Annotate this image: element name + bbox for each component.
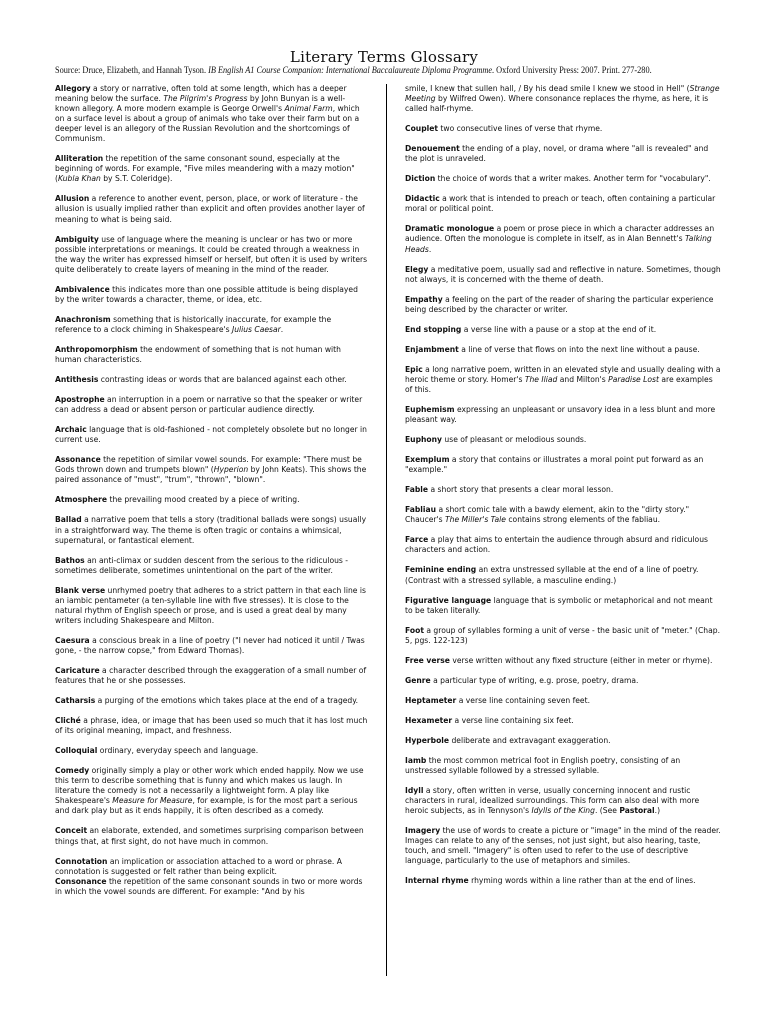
glossary-entry	[405, 535, 721, 555]
glossary-entry	[405, 295, 721, 315]
definition-text: the use of words to create a picture or "image" in the mind of the reader. Images can relate to any of the senses, not just sight, but also hearing, taste, touch, and smell. "Imagery" is often used to refer to the use of descriptive language, particularly to the use of metaphors and similes.	[405, 826, 721, 866]
definition-text: by John Keats). This shows the paired assonance of "must", "trum", "thrown", "blown".	[55, 465, 367, 485]
work-title: Paradise Lost	[608, 374, 659, 384]
definition-text: a purging of the emotions which takes place at the end of a tragedy.	[95, 696, 359, 706]
glossary-entry	[405, 325, 721, 335]
work-title: The Pilgrim's Progress	[163, 94, 248, 104]
cross-reference: Pastoral	[619, 806, 655, 816]
glossary-entry	[55, 877, 368, 897]
glossary-entry	[405, 756, 721, 776]
glossary-entry	[55, 285, 368, 305]
glossary-term: Exemplum	[405, 455, 450, 465]
glossary-entry	[405, 596, 721, 616]
definition-text: a line of verse that flows on into the next line without a pause.	[458, 344, 700, 354]
definition-text: a play that aims to entertain the audience through absurd and ridiculous characters and action.	[405, 535, 708, 555]
glossary-entry	[405, 405, 721, 425]
glossary-term: Enjambment	[405, 344, 459, 354]
glossary-entry	[55, 666, 368, 686]
glossary-term: Figurative language	[405, 595, 492, 605]
work-title: Animal Farm	[284, 104, 333, 114]
definition-text: deliberate and extravagant exaggeration.	[449, 735, 611, 745]
glossary-entry	[405, 485, 721, 495]
glossary-term: Internal rhyme	[405, 876, 469, 886]
definition-text: are examples of this.	[405, 374, 713, 394]
definition-text: a short comic tale with a bawdy element, akin to the "dirty story." Chaucer's	[405, 505, 690, 525]
definition-text: , which on a surface level is about a group of animals who take over their farm but on a deeper level is an allegory of the Russian Revolution and the shortcomings of Communism.	[55, 104, 360, 144]
glossary-entry	[405, 736, 721, 746]
glossary-term: Fabliau	[405, 505, 437, 515]
source-suffix: . Oxford University Press: 2007. Print. 277-280.	[492, 65, 652, 75]
glossary-term: Consonance	[55, 876, 107, 886]
glossary-entry	[405, 174, 721, 184]
glossary-entry	[405, 144, 721, 164]
glossary-entry	[55, 425, 368, 445]
glossary-term: Caesura	[55, 635, 90, 645]
definition-text: .	[280, 324, 284, 334]
glossary-entry	[405, 194, 721, 214]
glossary-term: Elegy	[405, 264, 429, 274]
glossary-entry	[405, 435, 721, 445]
definition-text: a verse line containing six feet.	[452, 715, 574, 725]
glossary-entry	[55, 315, 368, 335]
glossary-entry	[55, 515, 368, 545]
glossary-entry	[55, 84, 368, 144]
definition-text: use of pleasant or melodious sounds.	[442, 435, 587, 445]
glossary-entry	[405, 124, 721, 134]
definition-text: by S.T. Coleridge).	[100, 174, 173, 184]
definition-text: a long narrative poem, written in an elevated style and usually dealing with a heroic theme or story. Homer's	[405, 364, 721, 384]
glossary-term: End stopping	[405, 324, 462, 334]
glossary-entry	[55, 696, 368, 706]
glossary-entry	[405, 876, 721, 886]
glossary-term: Anthropomorphism	[55, 344, 138, 354]
glossary-term: Diction	[405, 174, 436, 184]
glossary-entry	[405, 656, 721, 666]
definition-text: an extra unstressed syllable at the end of a line of poetry. (Contrast with a stressed syllable, a masculine ending.)	[405, 565, 699, 585]
glossary-term: Fable	[405, 485, 429, 495]
glossary-term: Hexameter	[405, 715, 453, 725]
definition-text: a story that contains or illustrates a moral point put forward as an "example."	[405, 455, 704, 475]
glossary-term: Couplet	[405, 124, 439, 134]
glossary-entry	[55, 455, 368, 485]
glossary-entry	[405, 365, 721, 395]
glossary-entry	[405, 696, 721, 706]
glossary-entry	[55, 194, 368, 224]
glossary-entry	[405, 676, 721, 686]
column-divider	[386, 84, 387, 976]
definition-text: a short story that presents a clear moral lesson.	[428, 485, 614, 495]
glossary-term: Heptameter	[405, 695, 457, 705]
glossary-entry	[405, 826, 721, 866]
glossary-term: Dramatic monologue	[405, 224, 495, 234]
definition-text: a conscious break in a line of poetry ("I never had noticed it until / Twas gone, - the narrow copse," from Edward Thomas).	[55, 635, 365, 655]
glossary-term: Feminine ending	[405, 565, 477, 575]
glossary-entry	[55, 766, 368, 816]
work-title: Measure for Measure	[112, 796, 193, 806]
glossary-entry	[55, 857, 368, 877]
glossary-term: Conceit	[55, 826, 88, 836]
glossary-term: Iamb	[405, 755, 427, 765]
glossary-term: Euphony	[405, 435, 443, 445]
glossary-entry	[55, 495, 368, 505]
page-title: Literary Terms Glossary	[289, 48, 479, 66]
definition-text: language that is symbolic or metaphorical and not meant to be taken literally.	[405, 595, 713, 615]
glossary-entry	[55, 345, 368, 365]
glossary-entry	[55, 826, 368, 846]
definition-text: a particular type of writing, e.g. prose, poetry, drama.	[430, 675, 639, 685]
glossary-entry	[55, 235, 368, 275]
definition-text: a work that is intended to preach or teach, often containing a particular moral or political point.	[405, 194, 716, 214]
glossary-term: Assonance	[55, 455, 101, 465]
definition-text: the repetition of similar vowel sounds. For example: "There must be Gods thrown down and trumpets blown" (	[55, 455, 362, 475]
definition-text: by John Bunyan is a well-known allegory. A more modern example is George Orwell's	[55, 94, 346, 114]
definition-text: a group of syllables forming a unit of verse - the basic unit of "meter." (Chap. 5, pgs. 122-123)	[405, 625, 720, 645]
work-title: Strange Meeting	[405, 84, 720, 104]
work-title: Idylls of the King	[531, 806, 595, 816]
definition-text: this indicates more than one possible attitude is being displayed by the writer towards a character, theme, or idea, etc.	[55, 284, 358, 304]
glossary-term: Comedy	[55, 766, 90, 776]
glossary-term: Idyll	[405, 786, 424, 796]
definition-text: an anti-climax or sudden descent from the serious to the ridiculous - sometimes deliberate, sometimes unintentional on the part of the writer.	[55, 555, 349, 575]
definition-text: a verse line containing seven feet.	[456, 695, 590, 705]
glossary-term: Anachronism	[55, 314, 111, 324]
glossary-term: Caricature	[55, 665, 100, 675]
glossary-entry	[405, 224, 721, 254]
glossary-term: Cliché	[55, 716, 81, 726]
definition-text: a reference to another event, person, place, or work of literature - the allusion is usually implied rather than explicit and often provides another layer of meaning to what is being said.	[55, 194, 365, 224]
definition-text: a story or narrative, often told at some length, which has a deeper meaning below the surface.	[55, 84, 347, 104]
work-title: Kubla Khan	[57, 174, 101, 184]
glossary-term: Ballad	[55, 515, 82, 525]
glossary-entry	[405, 345, 721, 355]
glossary-entry	[55, 746, 368, 756]
glossary-term: Allusion	[55, 194, 90, 204]
glossary-entry	[405, 626, 721, 646]
definition-text: language that is old-fashioned - not completely obsolete but no longer in current use.	[55, 425, 367, 445]
definition-text: the ending of a play, novel, or drama where "all is revealed" and the plot is unraveled.	[405, 144, 709, 164]
definition-text: the most common metrical foot in English poetry, consisting of an unstressed syllable followed by a stressed syllable.	[405, 755, 681, 776]
glossary-entry	[55, 586, 368, 626]
glossary-term: Empathy	[405, 294, 443, 304]
definition-text: two consecutive lines of verse that rhyme.	[438, 124, 603, 134]
definition-text: smile, I knew that sullen hall, / By his dead smile I knew we stood in Hell" (	[405, 84, 690, 93]
glossary-term: Farce	[405, 535, 429, 545]
definition-text: use of language where the meaning is unclear or has two or more possible interpretations or meanings. It could be created through a weakness in the way the writer has expressed himself or herself, but often it is used by writers quite deliberately to create layers of meaning in the mind of the reader.	[55, 234, 368, 274]
glossary-term: Bathos	[55, 555, 85, 565]
definition-text: an interruption in a poem or narrative so that the speaker or writer can address a dead or absent person or particular audience directly.	[55, 395, 363, 415]
definition-text: originally simply a play or other work which ended happily. Now we use this term to describe something that is funny and which makes us laugh. In literature the comedy is not a necessarily a lightweight form. A play like Shakespeare's	[55, 766, 364, 806]
glossary-term: Alliteration	[55, 154, 104, 164]
glossary-entry	[405, 716, 721, 726]
work-title: The Iliad	[524, 374, 558, 384]
source-prefix: Source: Druce, Elizabeth, and Hannah Tyson.	[55, 65, 207, 75]
definition-text: a meditative poem, usually sad and reflective in nature. Sometimes, though not always, it is concerned with the theme of death.	[405, 264, 721, 284]
definition-text: the choice of words that a writer makes. Another term for "vocabulary".	[435, 174, 711, 184]
definition-text: the endowment of something that is not human with human characteristics.	[55, 344, 341, 364]
definition-text: , for example, is for the most part a serious and dark play but as it ends happily, it is often described as a comedy.	[55, 796, 358, 816]
definition-text: the repetition of the same consonant sounds in two or more words in which the vowel sounds are different. For example: "And by his	[55, 876, 363, 896]
glossary-entry	[55, 636, 368, 656]
definition-text: . (See	[594, 806, 620, 816]
glossary-entry	[405, 265, 721, 285]
definition-text: contrasting ideas or words that are balanced against each other.	[98, 375, 347, 385]
glossary-right-column	[405, 84, 721, 896]
glossary-entry	[405, 505, 721, 525]
glossary-entry	[55, 716, 368, 736]
glossary-term: Atmosphere	[55, 495, 108, 505]
definition-text: rhyming words within a line rather than at the end of lines.	[468, 876, 696, 886]
glossary-left-column	[55, 84, 368, 907]
definition-text: the repetition of the same consonant sound, especially at the beginning of words. For example, "Five miles meandering with a mazy motion" (	[55, 154, 355, 184]
glossary-term: Didactic	[405, 194, 440, 204]
work-title: Hyperion	[213, 465, 249, 475]
glossary-term: Connotation	[55, 856, 108, 866]
glossary-term: Denouement	[405, 144, 460, 154]
work-title: Talking Heads	[405, 234, 712, 254]
glossary-entry	[55, 375, 368, 385]
definition-text: .)	[654, 806, 661, 816]
definition-text: something that is historically inaccurate, for example the reference to a clock chiming in Shakespeare's	[55, 314, 332, 334]
definition-text: an elaborate, extended, and sometimes surprising comparison between things that, at first sight, do not have much in common.	[55, 826, 364, 846]
glossary-entry	[405, 565, 721, 585]
definition-text: unrhymed poetry that adheres to a strict pattern in that each line is an iambic pentameter (a ten-syllable line with five stresses). It is close to the natural rhythm of English speech or prose, and is used a great deal by many writers including Shakespeare and Milton.	[55, 585, 366, 625]
definition-text: .	[428, 244, 432, 254]
definition-text: by Wilfred Owen). Where consonance replaces the rhyme, as here, it is called half-rhyme.	[405, 94, 709, 114]
glossary-term: Allegory	[55, 84, 91, 93]
definition-text: a story, often written in verse, usually concerning innocent and rustic characters in rural, idealized surroundings. This form can also deal with more heroic subjects, as in Tennyson's	[405, 786, 700, 816]
work-title: Julius Caesar	[231, 324, 281, 334]
glossary-term: Archaic	[55, 425, 87, 435]
glossary-term: Antithesis	[55, 375, 99, 385]
definition-text: a feeling on the part of the reader of sharing the particular experience being described by the character or writer.	[405, 294, 714, 314]
glossary-entry	[405, 455, 721, 475]
glossary-entry	[55, 154, 368, 184]
glossary-entry	[405, 786, 721, 816]
definition-text: contains strong elements of the fabliau.	[505, 515, 661, 525]
glossary-entry	[55, 395, 368, 415]
work-title: The Miller's Tale	[445, 515, 506, 525]
definition-text: a verse line with a pause or a stop at the end of it.	[461, 324, 657, 334]
definition-text: verse written without any fixed structure (either in meter or rhyme).	[449, 655, 713, 665]
glossary-entry	[405, 84, 721, 114]
glossary-term: Blank verse	[55, 585, 106, 595]
glossary-term: Catharsis	[55, 696, 96, 706]
definition-text: and Milton's	[557, 374, 609, 384]
glossary-term: Euphemism	[405, 404, 455, 414]
definition-text: a narrative poem that tells a story (traditional ballads were songs) usually in a straightforward way. The theme is often tragic or contains a whimsical, supernatural, or fantastical element.	[55, 515, 367, 545]
glossary-term: Genre	[405, 675, 431, 685]
glossary-entry	[55, 556, 368, 576]
definition-text: a character described through the exaggeration of a small number of features that he or she possesses.	[55, 665, 367, 686]
glossary-term: Free verse	[405, 655, 450, 665]
definition-text: expressing an unpleasant or unsavory idea in a less blunt and more pleasant way.	[405, 404, 716, 425]
definition-text: ordinary, everyday speech and language.	[97, 746, 259, 756]
definition-text: a phrase, idea, or image that has been used so much that it has lost much of its original meaning, impact, and freshness.	[55, 716, 368, 736]
glossary-term: Epic	[405, 364, 423, 374]
definition-text: a poem or prose piece in which a character addresses an audience. Often the monologue is complete in itself, as in Alan Bennett's	[405, 224, 715, 244]
definition-text: an implication or association attached to a word or phrase. A connotation is suggested or felt rather than being explicit.	[55, 856, 342, 876]
glossary-term: Apostrophe	[55, 395, 105, 405]
source-citation	[55, 65, 681, 75]
glossary-term: Foot	[405, 625, 424, 635]
definition-text: the prevailing mood created by a piece of writing.	[107, 495, 300, 505]
glossary-term: Imagery	[405, 826, 441, 836]
glossary-term: Colloquial	[55, 746, 98, 756]
source-book-title: IB English A1 Course Companion: International Baccalaureate Diploma Programme	[208, 65, 493, 75]
glossary-term: Ambivalence	[55, 284, 110, 294]
glossary-term: Hyperbole	[405, 735, 450, 745]
glossary-term: Ambiguity	[55, 234, 99, 244]
